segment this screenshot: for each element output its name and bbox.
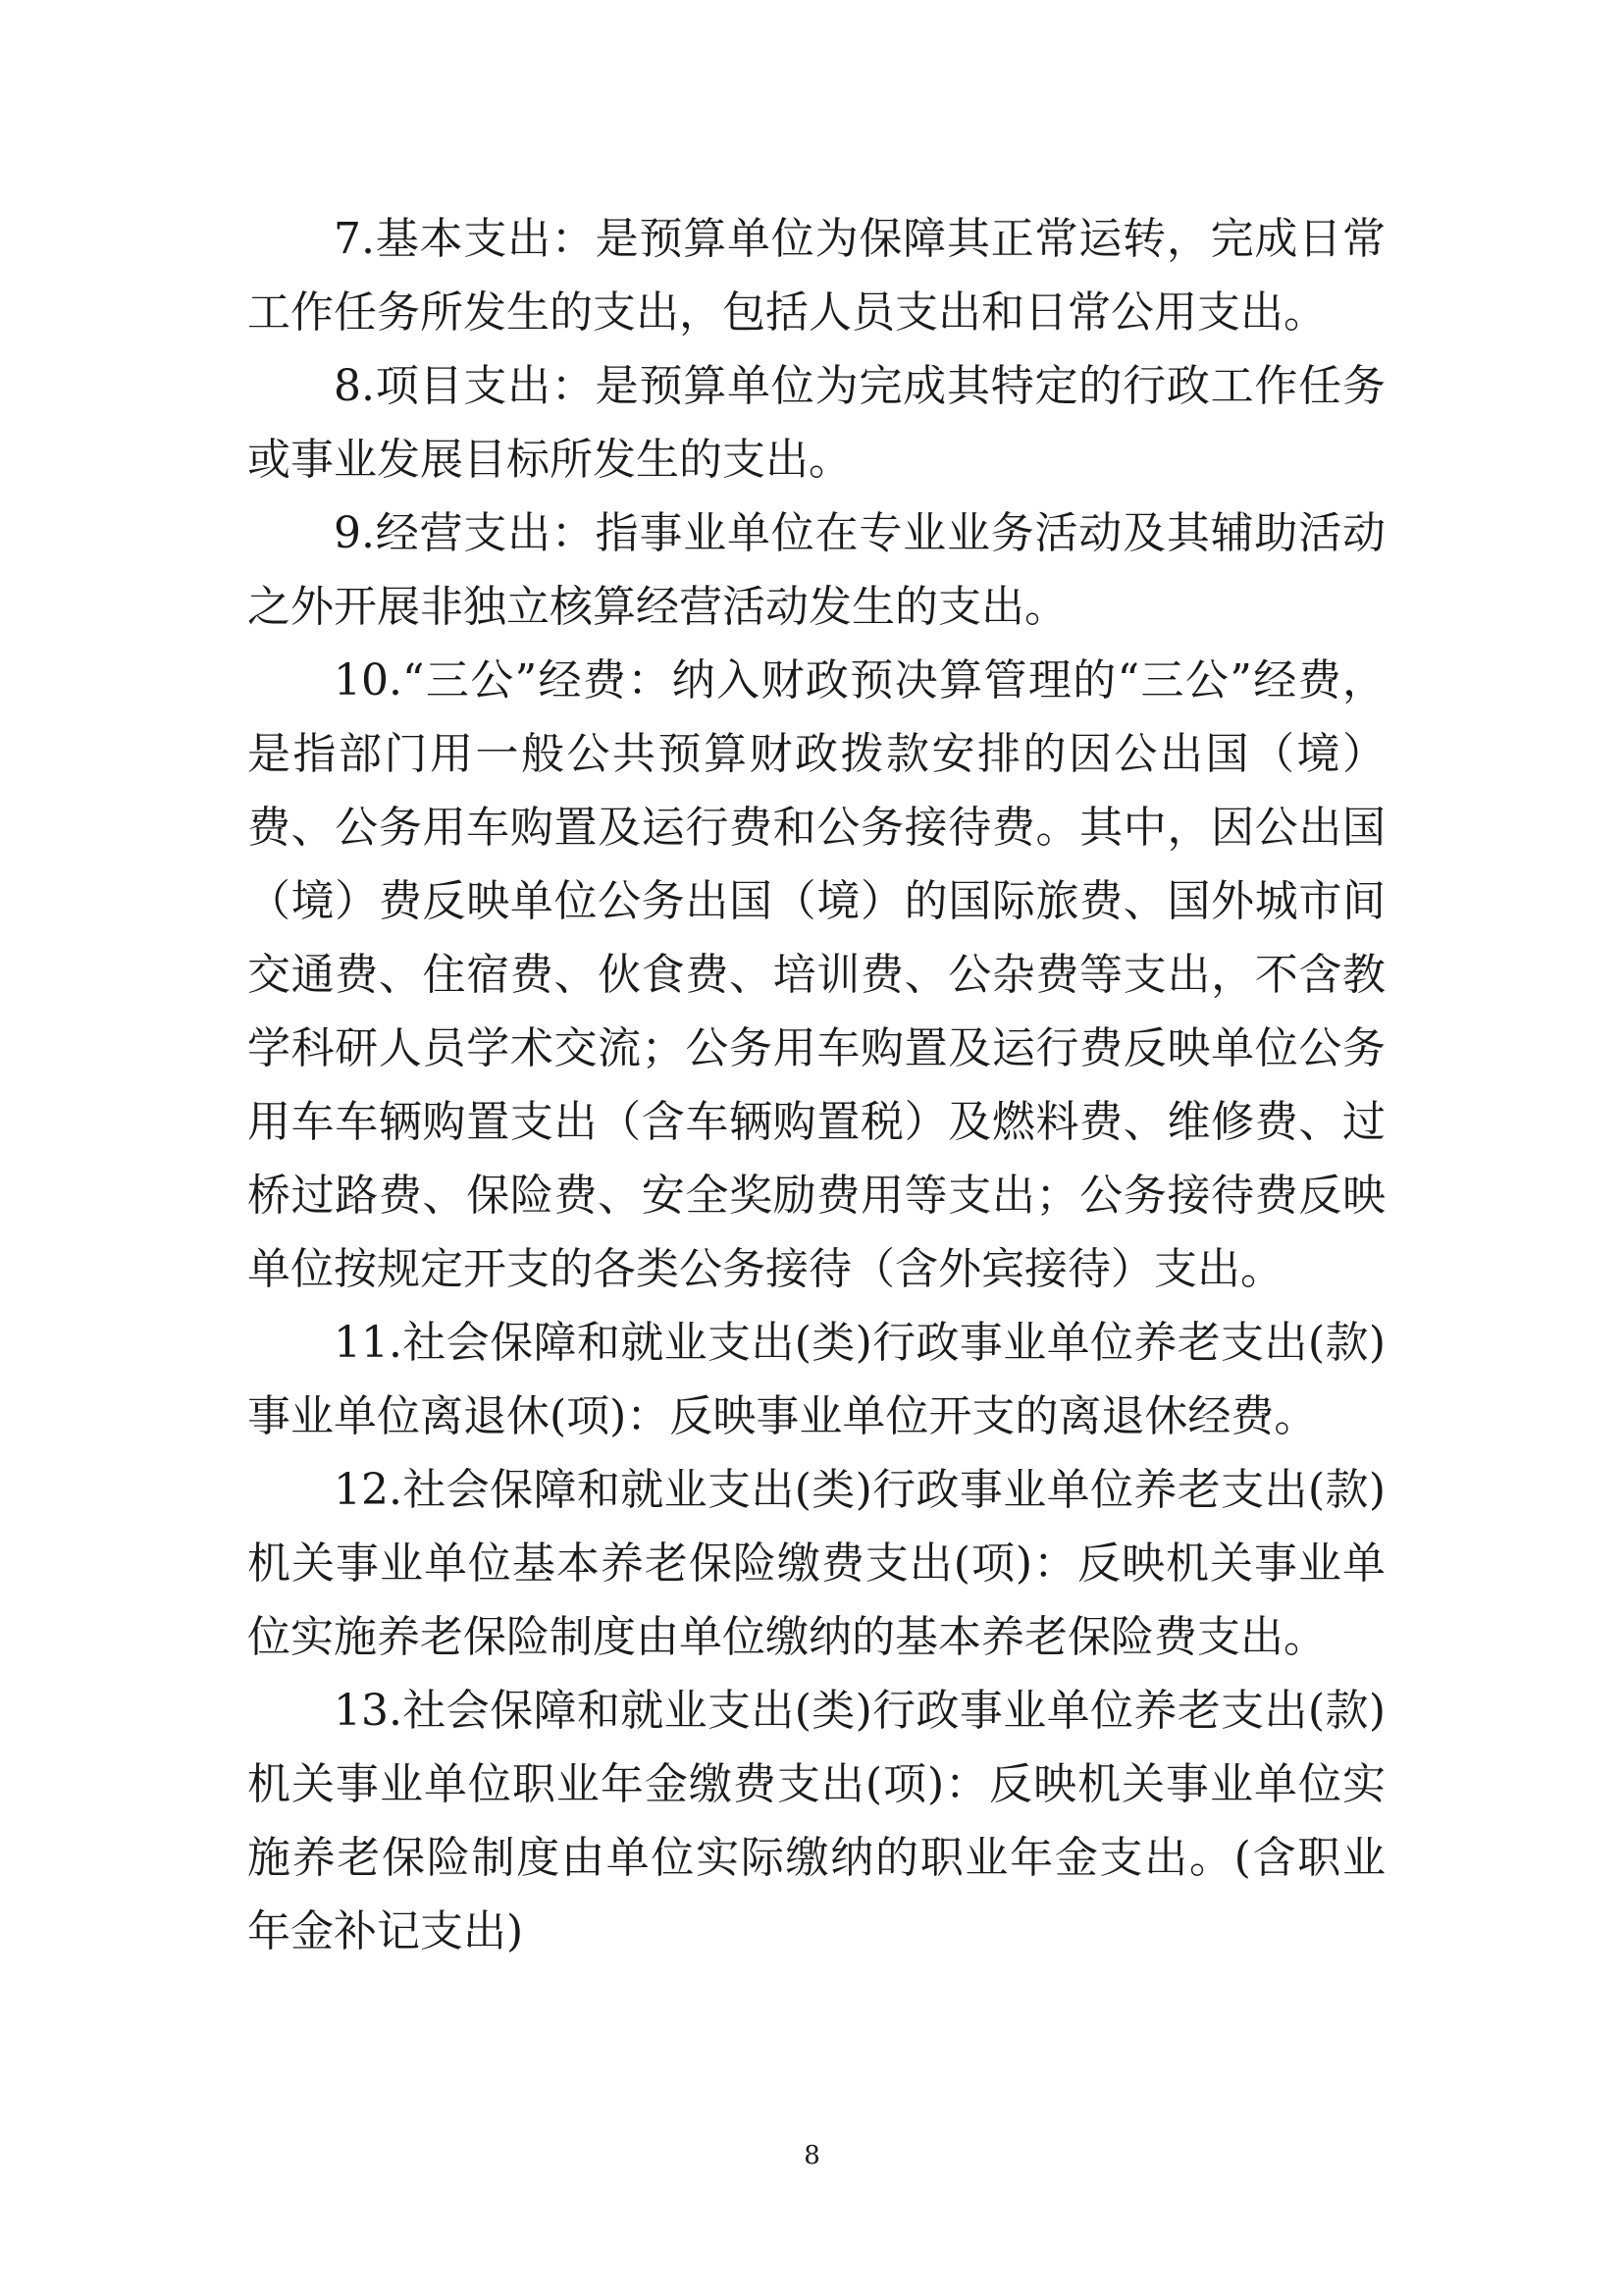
paragraph-retirement-expenditure: 11.社会保障和就业支出(类)行政事业单位养老支出(款)事业单位离退休(项)：反映事业单位开支的离退休经费。	[247, 1318, 1386, 1441]
paragraph-project-expenditure: 8.项目支出：是预算单位为完成其特定的行政工作任务或事业发展目标所发生的支出。	[247, 361, 1386, 485]
paragraph-pension-insurance: 12.社会保障和就业支出(类)行政事业单位养老支出(款)机关事业单位基本养老保险缴费支出(项)：反映机关事业单位实施养老保险制度由单位缴纳的基本养老保险费支出。	[247, 1465, 1386, 1662]
paragraph-basic-expenditure: 7.基本支出：是预算单位为保障其正常运转，完成日常工作任务所发生的支出，包括人员支出和日常公用支出。	[247, 214, 1386, 338]
page-number: 8	[804, 2141, 820, 2170]
paragraph-operating-expenditure: 9.经营支出：指事业单位在专业业务活动及其辅助活动之外开展非独立核算经营活动发生的支出。	[247, 508, 1386, 632]
paragraph-occupational-annuity: 13.社会保障和就业支出(类)行政事业单位养老支出(款)机关事业单位职业年金缴费支出(项)：反映机关事业单位实施养老保险制度由单位实际缴纳的职业年金支出。(含职业年金补记支出)	[247, 1686, 1386, 1956]
body-text	[247, 202, 1386, 1968]
paragraph-three-public-expenses: 10.“三公”经费：纳入财政预决算管理的“三公”经费，是指部门用一般公共预算财政拨款安排的因公出国（境）费、公务用车购置及运行费和公务接待费。其中，因公出国（境）费反映单位公务出国（境）的国际旅费、国外城市间交通费、住宿费、伙食费、培训费、公杂费等支出，不含教学科研人员学术交流；公务用车购置及运行费反映单位公务用车车辆购置支出（含车辆购置税）及燃料费、维修费、过桥过路费、保险费、安全奖励费用等支出；公务接待费反映单位按规定开支的各类公务接待（含外宾接待）支出。	[247, 655, 1386, 1294]
